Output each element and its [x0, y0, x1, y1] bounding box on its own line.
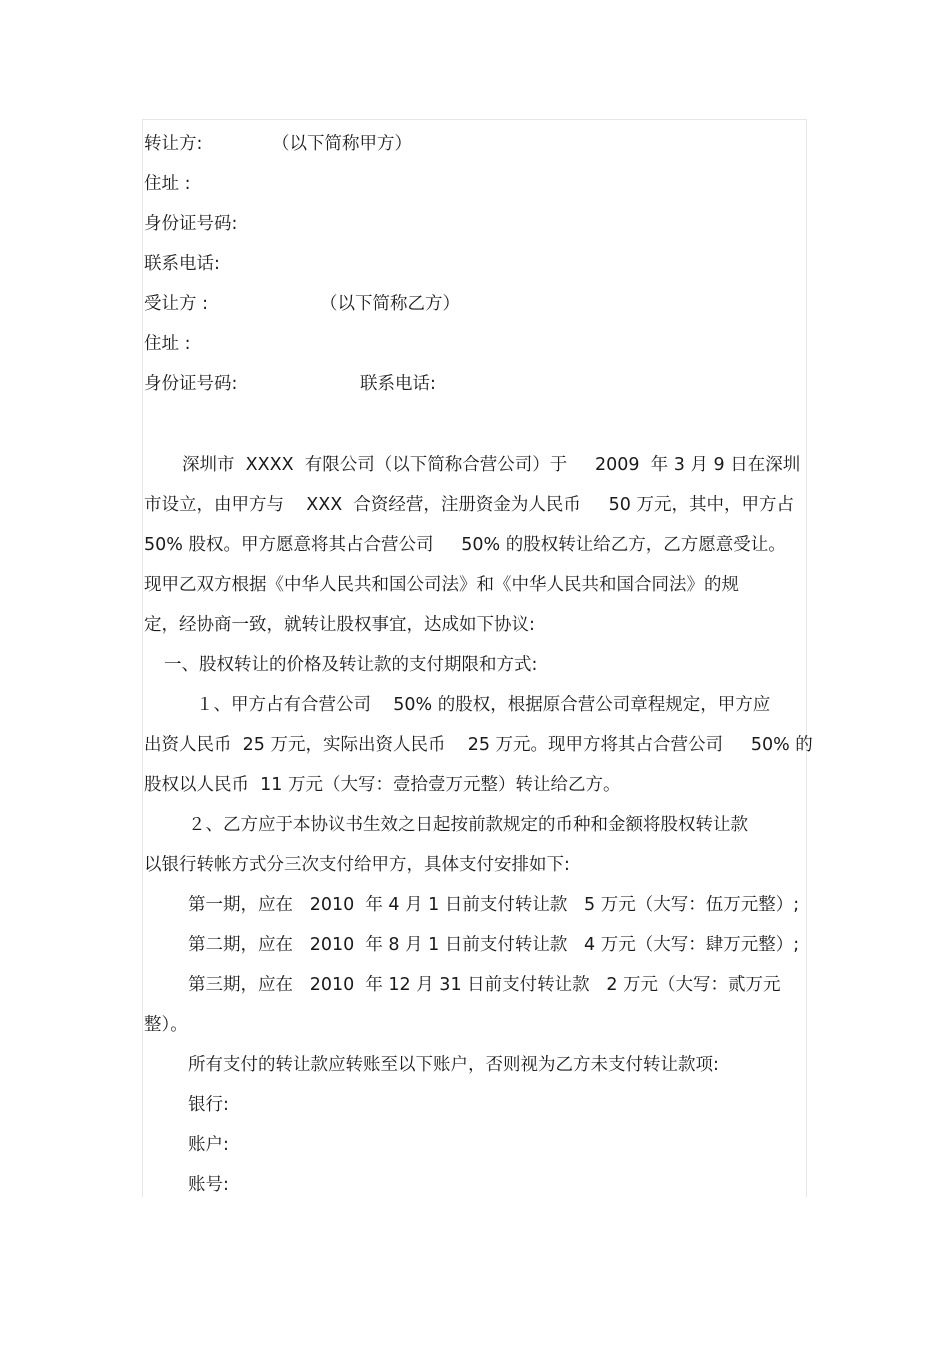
transferee-id-number: 身份证号码:: [144, 374, 238, 394]
transferee-label: 受让方 :: [144, 294, 208, 314]
account-number-field: 账号:: [188, 1175, 229, 1195]
clause-1-line: １、甲方占有合营公司 50% 的股权，根据原合营公司章程规定，甲方应: [196, 695, 771, 715]
transferor-address: 住址 :: [144, 174, 191, 194]
transferor-note: （以下简称甲方）: [272, 134, 412, 154]
intro-line: 深圳市 XXXX 有限公司（以下简称合营公司）于 2009 年 3 月 9 日在深圳: [182, 455, 801, 475]
transferee-note: （以下简称乙方）: [320, 294, 460, 314]
clause-2-line: ２、乙方应于本协议书生效之日起按前款规定的币种和金额将股权转让款: [188, 815, 748, 835]
intro-line: 定，经协商一致，就转让股权事宜，达成如下协议:: [144, 615, 535, 635]
intro-line: 50% 股权。甲方愿意将其占合营公司 50% 的股权转让给乙方，乙方愿意受让。: [144, 535, 786, 555]
clause-1-line: 股权以人民币 11 万元（大写：壹拾壹万元整）转让给乙方。: [144, 775, 621, 795]
installment-1: 第一期，应在 2010 年 4 月 1 日前支付转让款 5 万元（大写：伍万元整）;: [188, 895, 800, 915]
account-name-field: 账户:: [188, 1135, 229, 1155]
installment-2: 第二期，应在 2010 年 8 月 1 日前支付转让款 4 万元（大写：肆万元整）;: [188, 935, 800, 955]
transferor-id-number: 身份证号码:: [144, 214, 238, 234]
installment-3: 第三期，应在 2010 年 12 月 31 日前支付转让款 2 万元（大写：贰万元: [188, 975, 781, 995]
intro-line: 市设立，由甲方与 XXX 合资经营，注册资金为人民币 50 万元，其中，甲方占: [144, 495, 794, 515]
clause-1-line: 出资人民币 25 万元，实际出资人民币 25 万元。现甲方将其占合营公司 50% 的: [144, 735, 813, 755]
intro-line: 现甲乙双方根据《中华人民共和国公司法》和《中华人民共和国合同法》的规: [144, 575, 739, 595]
transferee-address: 住址 :: [144, 334, 191, 354]
installment-3-continued: 整）。: [144, 1015, 188, 1035]
account-note: 所有支付的转让款应转账至以下账户，否则视为乙方未支付转让款项:: [188, 1055, 719, 1075]
transferor-phone: 联系电话:: [144, 254, 220, 274]
transferee-phone: 联系电话:: [360, 374, 436, 394]
clause-2-line: 以银行转帐方式分三次支付给甲方，具体支付安排如下:: [144, 855, 570, 875]
bank-field: 银行:: [188, 1095, 229, 1115]
transferor-label: 转让方:: [144, 134, 203, 154]
section-1-title: 一、股权转让的价格及转让款的支付期限和方式:: [164, 655, 538, 675]
